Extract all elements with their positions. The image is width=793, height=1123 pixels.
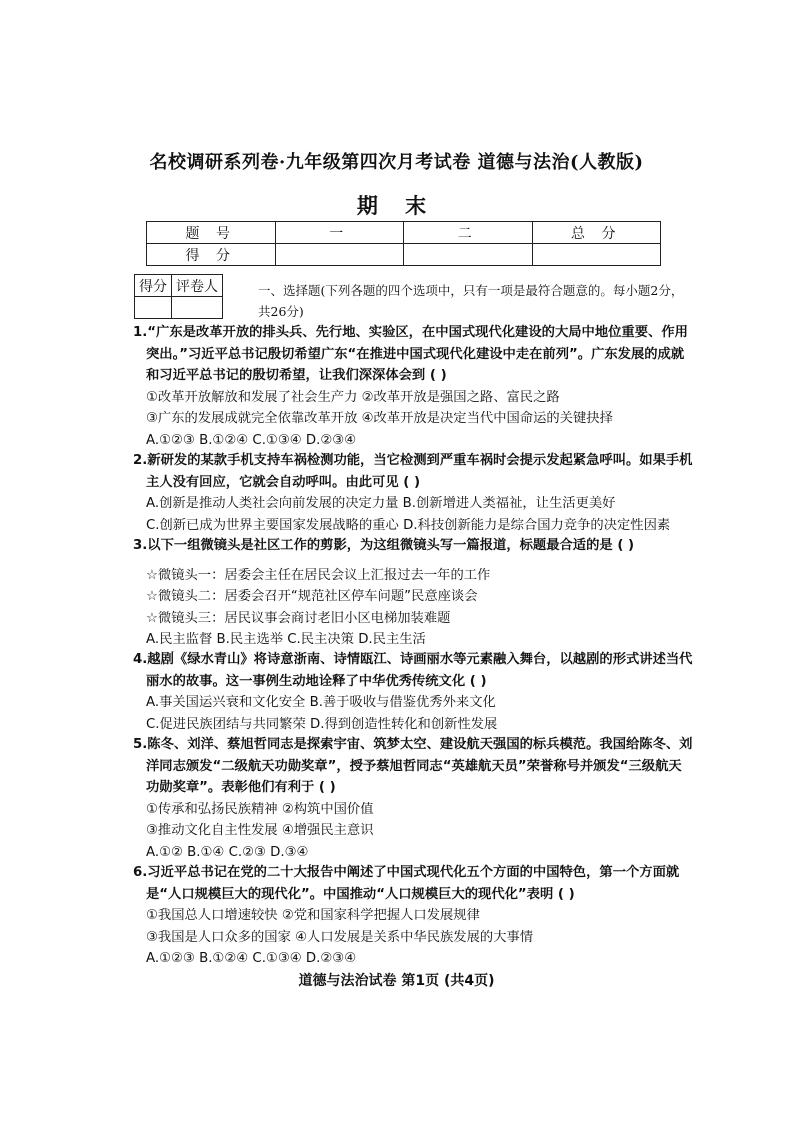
option-line: ①我国总人口增速较快 ②党和国家科学把握人口发展规律 xyxy=(146,908,480,923)
answer-choices: C.创新已成为世界主要国家发展战略的重心 D.科技创新能力是综合国力竞争的决定性因素 xyxy=(146,517,671,533)
question-6 xyxy=(133,862,693,970)
option-line: ③我国是人口众多的国家 ④人口发展是关系中华民族发展的大事情 xyxy=(146,929,534,945)
question-stem: 3.以下一组微镜头是社区工作的剪影，为这组微镜头写一篇报道，标题最合适的是 ( ) xyxy=(133,538,635,553)
grader-score-label: 得分 xyxy=(135,275,172,297)
answer-choices: A.①② B.①④ C.②③ D.③④ xyxy=(146,844,309,860)
score-table-header-row xyxy=(147,222,661,244)
question-stem: 4.越剧《绿水青山》将诗意浙南、诗情瓯江、诗画丽水等元素融入舞台，以越剧的形式讲述当代丽水的故事。这一事例生动地诠释了中华优秀传统文化 ( ) xyxy=(133,652,693,689)
answer-choices: A.①②③ B.①②④ C.①③④ D.②③④ xyxy=(146,432,357,448)
grader-score-entry[interactable] xyxy=(135,297,172,319)
score-entry-cell[interactable] xyxy=(532,244,661,266)
question-stem: 1.“广东是改革开放的排头兵、先行地、实验区，在中国式现代化建设的大局中地位重要、作用突出。”习近平总书记殷切希望广东“在推进中国式现代化建设中走在前列”。广东发展的成就和习近平总书记的殷切希望，让我们深深体会到 ( ) xyxy=(133,325,688,383)
answer-choices: A.事关国运兴衰和文化安全 B.善于吸收与借鉴优秀外来文化 xyxy=(146,695,496,710)
answer-choices: A.民主监督 B.民主选举 C.民主决策 D.民主生活 xyxy=(146,632,426,647)
grader-name-label: 评卷人 xyxy=(172,275,223,297)
question-4 xyxy=(133,649,693,735)
question-stem: 6.习近平总书记在党的二十大报告中阐述了中国式现代化五个方面的中国特色，第一个方面就是“人口规模巨大的现代化”。中国推动“人口规模巨大的现代化”表明 ( ) xyxy=(133,865,680,902)
answer-choices: A.创新是推动人类社会向前发展的决定力量 B.创新增进人类福祉，让生活更美好 xyxy=(146,496,616,511)
question-stem: 2.新研发的某款手机支持车祸检测功能，当它检测到严重车祸时会提示发起紧急呼叫。如果手机主人没有回应，它就会自动呼叫。由此可见 ( ) xyxy=(133,453,693,490)
exam-subtitle: 期 末 xyxy=(356,193,437,218)
score-entry-cell[interactable] xyxy=(404,244,533,266)
score-table-cell: 题 号 xyxy=(147,222,276,244)
micro-lens-item: ☆微镜头一：居委会主任在居民会议上汇报过去一年的工作 xyxy=(146,567,491,583)
question-1 xyxy=(133,322,693,451)
score-table-score-row xyxy=(147,244,661,266)
answer-choices: A.①②③ B.①②④ C.①③④ D.②③④ xyxy=(146,951,357,966)
answer-choices: C.促进民族团结与共同繁荣 D.得到创造性转化和创新性发展 xyxy=(146,716,498,732)
micro-lens-item: ☆微镜头三：居民议事会商讨老旧小区电梯加装难题 xyxy=(146,610,451,626)
score-table-cell: 总 分 xyxy=(532,222,661,244)
question-5 xyxy=(133,734,693,863)
option-line: ③推动文化自主性发展 ④增强民主意识 xyxy=(146,823,374,838)
score-table-cell: 二 xyxy=(404,222,533,244)
question-2 xyxy=(133,450,693,536)
option-line: ①传承和弘扬民族精神 ②构筑中国价值 xyxy=(146,801,374,817)
score-entry-cell[interactable] xyxy=(275,244,404,266)
option-line: ③广东的发展成就完全依靠改革开放 ④改革开放是决定当代中国命运的关键抉择 xyxy=(146,411,613,426)
grader-box xyxy=(134,274,223,319)
score-table-cell: 一 xyxy=(275,222,404,244)
question-3 xyxy=(133,535,693,651)
option-line: ①改革开放解放和发展了社会生产力 ②改革开放是强国之路、富民之路 xyxy=(146,389,560,405)
exam-title: 名校调研系列卷·九年级第四次月考试卷 道德与法治(人教版) xyxy=(149,152,644,173)
section-heading: 一、选择题(下列各题的四个选项中，只有一项是最符合题意的。每小题2分，共26分) xyxy=(258,283,684,319)
page-footer: 道德与法治试卷 第1页 (共4页) xyxy=(298,973,495,989)
micro-lens-item: ☆微镜头二：居委会召开“规范社区停车问题”民意座谈会 xyxy=(146,589,478,604)
score-table-cell: 得 分 xyxy=(147,244,276,266)
score-table xyxy=(146,221,661,266)
grader-name-entry[interactable] xyxy=(172,297,223,319)
question-stem: 5.陈冬、刘洋、蔡旭哲同志是探索宇宙、筑梦太空、建设航天强国的标兵模范。我国给陈冬、刘洋同志颁发“二级航天功勋奖章”，授予蔡旭哲同志“英雄航天员”荣誉称号并颁发“三级航天功勋奖章”。表彰他们有利于 ( ) xyxy=(133,737,693,795)
